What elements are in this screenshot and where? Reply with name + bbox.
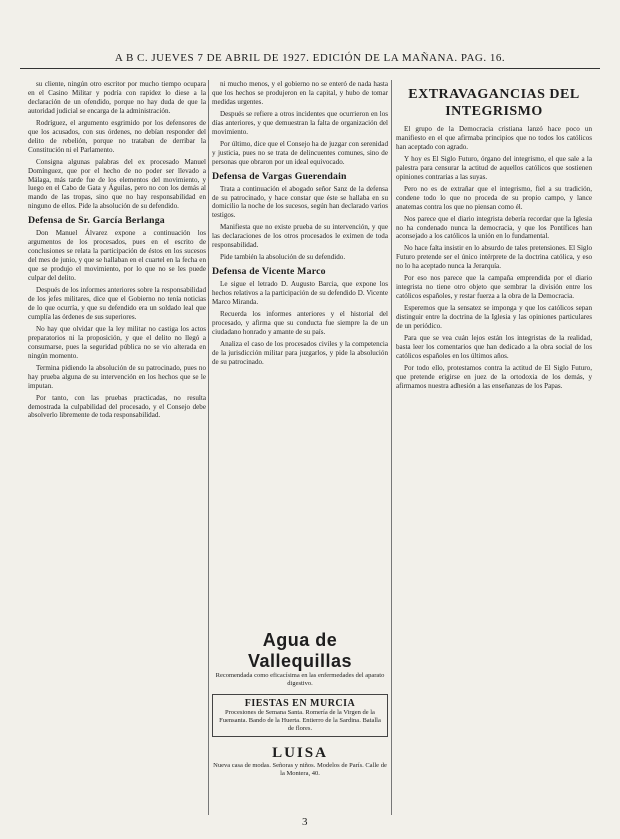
ad-title: Agua de Vallequillas [247, 630, 353, 671]
section-heading: Defensa de Sr. García Berlanga [28, 215, 165, 227]
ad-text: Recomendada como eficacísima en las enfermedades del aparato digestivo. [215, 672, 385, 687]
paragraph: Nos parece que el diario integrista debería recordar que la Iglesia no ha condenado nunca la democracia, y que los Pontífices han aconsejado a los católicos la unión en lo fundamental. [396, 214, 592, 241]
paragraph: Analiza el caso de los procesados civiles y la competencia de la jurisdicción militar para juzgarlos, y pide la absolución de su patrocinado. [212, 339, 388, 366]
paragraph: Le sigue el letrado D. Augusto Barcia, que expone los hechos relativos a la participación de su defendido D. Vicente Marco Miranda. [212, 280, 388, 307]
section-heading: Defensa de Vicente Marco [212, 266, 326, 278]
ad-text: Procesiones de Semana Santa. Romería de la Virgen de la Fuensanta. Bando de la Huerta. Entierro de la Sardina. Batalla de flores. [219, 709, 381, 732]
paragraph: Consigna algunas palabras del ex procesado Manuel Domínguez, que por el hecho de no poder ser llevado a Málaga, más tarde fue de los elementos del movimiento, y luego en el Cabo de Gata y Águilas, pero no con los demás al mando de las tropas, sino que no hay responsabilidad en ninguno de ellos. Pide la absolución de su defendido. [28, 157, 206, 211]
paragraph: Pero no es de extrañar que el integrismo, fiel a su tradición, condene todo lo que no proceda de su propio campo, y lance anatemas contra los que no piensan como él. [396, 184, 592, 211]
article-title: EXTRAVAGANCIAS DEL INTEGRISMO [408, 87, 580, 119]
paragraph: Por todo ello, protestamos contra la actitud de El Siglo Futuro, que pretende erigirse en juez de la ortodoxia de los demás, y afirmamos nuestra adhesión a las enseñanzas de los Papas. [396, 363, 592, 390]
paragraph: Y hoy es El Siglo Futuro, órgano del integrismo, el que sale a la palestra para censurar la actitud de aquellos católicos que sostienen opiniones contrarias a las suyas. [396, 154, 592, 181]
ad-text: Nueva casa de modas. Señoras y niños. Modelos de París. Calle de la Montera, 40. [213, 762, 387, 777]
paragraph: Después se refiere a otros incidentes que ocurrieron en los días anteriores, y que demuestran la falta de organización del movimiento. [212, 109, 388, 136]
column-2 [212, 80, 388, 625]
paragraph: Para que se vea cuán lejos están los integristas de la realidad, basta leer los comentarios que han dedicado a la obra social de los católicos españoles en los últimos años. [396, 334, 592, 360]
column-divider-1 [208, 80, 209, 815]
paragraph: Esperemos que la sensatez se imponga y que los católicos sepan distinguir entre la doctrina de la Iglesia y las opiniones particulares de un periódico. [396, 304, 592, 331]
ad-title: FIESTAS EN MURCIA [244, 698, 356, 709]
column-1 [28, 80, 206, 815]
paragraph: Pide también la absolución de su defendido. [220, 253, 346, 262]
paragraph: No hay que olvidar que la ley militar no castiga los actos preparatorios ni la proposición, y que el delito no llegó a consumarse, pues la seguridad pública no se vio alterada en ningún momento. [28, 324, 206, 360]
paragraph: El grupo de la Democracia cristiana lanzó hace poco un manifiesto en el que afirmaba principios que no todos los católicos han aceptado con agrado. [396, 125, 592, 151]
column-divider-2 [391, 80, 392, 815]
paragraph: Por tanto, con las pruebas practicadas, no resulta demostrada la culpabilidad del procesado, y el Consejo debe absolverlo libremente de toda responsabilidad. [28, 393, 206, 420]
paragraph: No hace falta insistir en lo absurdo de tales pretensiones. El Siglo Futuro pretende ser el único intérprete de la doctrina católica, y eso no lo ha aceptado nunca la Jerarquía. [396, 244, 592, 271]
paragraph: Después de los informes anteriores sobre la responsabilidad de los jefes militares, dice que el Gobierno no tenía noticias de lo que ocurría, y que su defendido era un soldado leal que cumplía las órdenes de sus superiores. [28, 286, 206, 321]
paragraph: Termina pidiendo la absolución de su patrocinado, pues no hay prueba alguna de su intervención en los hechos que se le imputan. [28, 363, 206, 390]
paragraph: ni mucho menos, y el gobierno no se enteró de nada hasta que los hechos se produjeron en la capital, y hubo de tomar medidas urgentes. [212, 80, 388, 106]
paragraph: Trata a continuación el abogado señor Sanz de la defensa de su patrocinado, y hace constar que éste se hallaba en su domicilio la noche de los sucesos, según han declarado varios testigos. [212, 184, 388, 220]
header-rule [20, 68, 600, 69]
ad-title: LUISA [272, 745, 328, 761]
paragraph: Por eso nos parece que la campaña emprendida por el diario integrista no tiene otro objeto que sembrar la división entre los católicos españoles, y restar fuerza a la obra de la Democracia. [396, 274, 592, 301]
paragraph: su cliente, ningún otro escritor por mucho tiempo ocupara en el Casino Militar y podría con rapidez lo diese a la declaración de un ofendido, porque no hay duda de que la autoridad judicial se encarga de la administración. [28, 80, 206, 115]
section-heading: Defensa de Vargas Guerendain [212, 170, 347, 182]
paragraph: Manifiesta que no existe prueba de su intervención, y que las declaraciones de los otros procesados le eximen de toda responsabilidad. [212, 223, 388, 250]
advertisements [212, 630, 388, 778]
column-3 [396, 80, 592, 815]
page-footer-mark: 3 [302, 816, 308, 828]
ad-box [212, 694, 388, 737]
page-header: A B C. JUEVES 7 DE ABRIL DE 1927. EDICIÓN DE LA MAÑANA. PAG. 16. [114, 52, 506, 64]
paragraph: Recuerda los informes anteriores y el historial del procesado, y afirma que su conducta fue siempre la de un ciudadano honrado y amante de su país. [212, 310, 388, 336]
paragraph: Rodríguez, el argumento esgrimido por los defensores de que los acusados, con sus órdenes, no debían responder del delito de rebelión, porque no trataban de derribar la Constitución ni el Parlamento. [28, 118, 206, 154]
paragraph: Por último, dice que el Consejo ha de juzgar con serenidad y justicia, pues no se trata de delincuentes comunes, sino de personas que obraron por un ideal equivocado. [212, 139, 388, 166]
paragraph: Don Manuel Álvarez expone a continuación los argumentos de los procesados, pues en el escrito de conclusiones se relata la participación de éstos en los sucesos del mes de junio, y que se hallaban en el cuartel en la fecha en que se produjo el movimiento, por lo que no se les puede culpar del delito. [28, 229, 206, 283]
